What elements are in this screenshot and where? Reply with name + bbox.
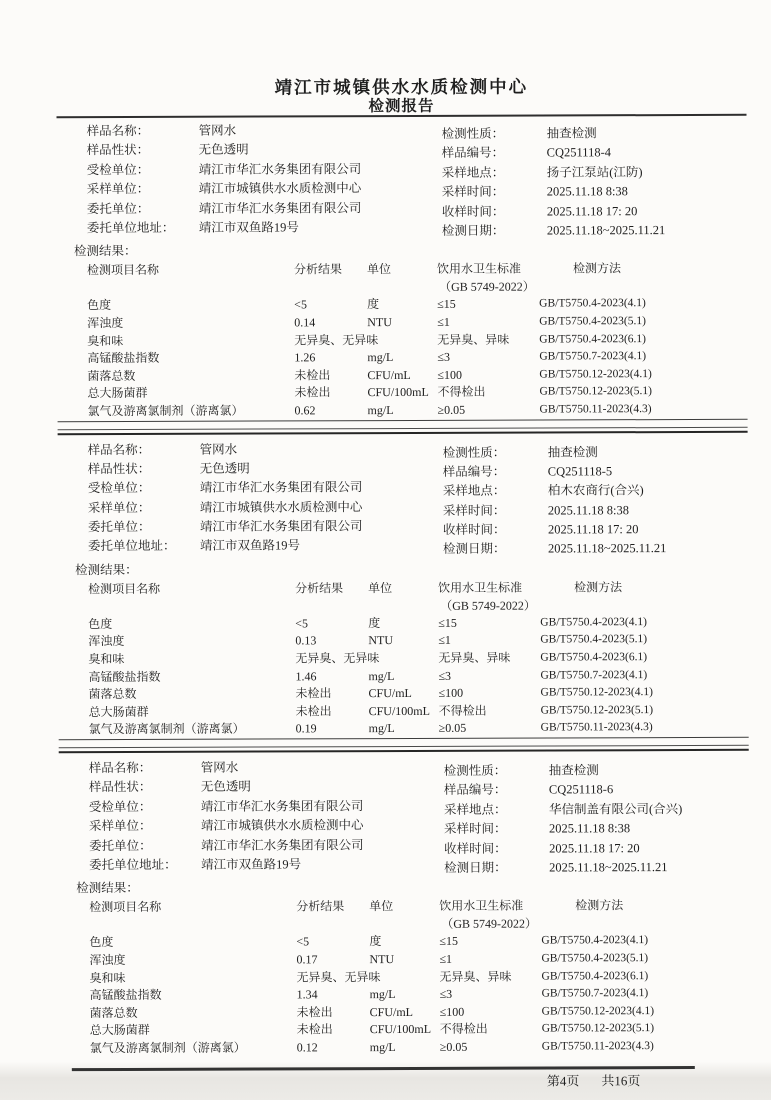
info-label: 委托单位： bbox=[87, 519, 151, 535]
cell-unit: CFU/100mL bbox=[367, 385, 429, 400]
info-row bbox=[87, 218, 442, 239]
cell-method: GB/T5750.11-2023(4.3) bbox=[539, 403, 652, 416]
sample-info-left-column bbox=[89, 758, 444, 880]
info-label: 受检单位： bbox=[86, 162, 150, 177]
sample-info-block bbox=[58, 438, 748, 561]
sample-info-right-column bbox=[442, 124, 747, 241]
cell-method: GB/T5750.4-2023(6.1) bbox=[540, 651, 648, 664]
info-row bbox=[89, 835, 444, 856]
header-analysis-result: 分析结果 bbox=[294, 262, 343, 277]
report-subtitle: 检测报告 bbox=[368, 97, 435, 116]
info-label: 受检单位： bbox=[88, 799, 152, 814]
info-value: 2025.11.18 8:38 bbox=[547, 502, 630, 518]
info-row bbox=[89, 797, 444, 818]
info-label: 受检单位： bbox=[87, 481, 151, 496]
info-value: 靖江市双鱼路19号 bbox=[198, 220, 299, 235]
info-row bbox=[444, 838, 749, 858]
cell-item-name: 高锰酸盐指数 bbox=[89, 987, 162, 1003]
cell-standard: ≤15 bbox=[439, 934, 459, 949]
info-value: 扬子江泵站(江防) bbox=[546, 164, 643, 180]
results-table-header bbox=[59, 896, 749, 934]
results-section-label: 检测结果： bbox=[75, 562, 138, 577]
header-standard-line1: 饮用水卫生标准 bbox=[439, 898, 524, 914]
cell-standard: 不得检出 bbox=[438, 703, 487, 718]
header-item-name: 检测项目名称 bbox=[89, 900, 162, 915]
header-analysis-result: 分析结果 bbox=[295, 581, 344, 596]
info-row bbox=[443, 462, 748, 482]
info-value: 无色透明 bbox=[198, 142, 249, 158]
info-value: 无色透明 bbox=[199, 461, 250, 476]
cell-method: GB/T5750.11-2023(4.3) bbox=[541, 1040, 654, 1053]
info-value: 无色透明 bbox=[200, 779, 251, 795]
info-row bbox=[88, 498, 443, 519]
cell-standard: 无异臭、异味 bbox=[439, 969, 512, 984]
header-unit: 单位 bbox=[367, 262, 392, 277]
cell-standard: ≤1 bbox=[439, 951, 453, 966]
cell-method: GB/T5750.12-2023(5.1) bbox=[541, 1022, 655, 1035]
info-value: 靖江市城镇供水水质检测中心 bbox=[200, 818, 364, 833]
info-value: 靖江市华汇水务集团有限公司 bbox=[200, 798, 364, 814]
results-table-header bbox=[58, 578, 748, 616]
info-label: 样品名称： bbox=[87, 442, 151, 457]
section-divider-double-rule bbox=[59, 745, 749, 753]
info-label: 样品编号： bbox=[443, 783, 507, 798]
sample-info-block bbox=[59, 757, 749, 880]
cell-method: GB/T5750.4-2023(4.1) bbox=[540, 615, 647, 629]
cell-item-name: 色度 bbox=[87, 298, 112, 313]
info-row bbox=[442, 182, 747, 202]
cell-analysis-result: 0.19 bbox=[295, 721, 317, 736]
cell-analysis-result: 1.34 bbox=[296, 987, 318, 1002]
info-value: 抽查检测 bbox=[546, 126, 597, 141]
info-label: 检测性质： bbox=[442, 445, 506, 460]
info-row bbox=[444, 858, 749, 878]
info-row bbox=[442, 163, 747, 183]
info-label: 委托单位地址： bbox=[89, 857, 177, 873]
info-label: 收样时间： bbox=[441, 204, 505, 219]
header-standard-line1: 饮用水卫生标准 bbox=[437, 261, 522, 277]
cell-analysis-result: 0.62 bbox=[294, 403, 316, 418]
info-row bbox=[443, 539, 748, 559]
cell-standard: 不得检出 bbox=[439, 1022, 488, 1037]
cell-method: GB/T5750.12-2023(5.1) bbox=[540, 703, 654, 717]
cell-standard: ≤3 bbox=[439, 986, 453, 1002]
info-row bbox=[88, 439, 443, 460]
cell-standard: ≤3 bbox=[438, 668, 452, 683]
table-row bbox=[59, 719, 749, 739]
info-value: 靖江市城镇供水水质检测中心 bbox=[199, 499, 363, 515]
info-label: 委托单位地址： bbox=[87, 539, 176, 554]
sample-info-block bbox=[57, 120, 747, 243]
header-method: 检测方法 bbox=[573, 261, 622, 276]
info-value: CQ251118-4 bbox=[546, 145, 612, 160]
info-label: 采样时间： bbox=[442, 503, 506, 518]
cell-method: GB/T5750.12-2023(4.1) bbox=[539, 367, 652, 381]
cell-item-name: 菌落总数 bbox=[88, 687, 137, 702]
info-value: 2025.11.18 8:38 bbox=[546, 184, 628, 199]
info-label: 委托单位地址： bbox=[86, 220, 175, 236]
info-row bbox=[442, 201, 747, 221]
cell-method: GB/T5750.12-2023(4.1) bbox=[540, 686, 653, 699]
page-footer bbox=[60, 1071, 750, 1090]
info-row bbox=[444, 819, 749, 839]
info-row bbox=[89, 777, 444, 798]
info-row bbox=[87, 121, 442, 142]
info-row bbox=[442, 124, 747, 144]
cell-unit bbox=[367, 331, 437, 349]
cell-analysis-result: <5 bbox=[294, 297, 307, 312]
cell-method: GB/T5750.7-2023(4.1) bbox=[540, 668, 648, 682]
info-value: CQ251118-5 bbox=[547, 464, 613, 479]
cell-analysis-result: 0.14 bbox=[294, 315, 316, 330]
cell-unit: mg/L bbox=[368, 668, 395, 683]
cell-item-name: 色度 bbox=[88, 616, 113, 631]
info-value: 管网水 bbox=[198, 123, 237, 138]
cell-unit: CFU/100mL bbox=[369, 1022, 432, 1037]
header-standard-line1: 饮用水卫生标准 bbox=[438, 580, 523, 595]
cell-item-name: 浑浊度 bbox=[88, 634, 125, 649]
cell-method: GB/T5750.7-2023(4.1) bbox=[541, 987, 649, 1000]
info-row bbox=[443, 481, 748, 501]
cell-analysis-result: 未检出 bbox=[294, 367, 331, 383]
info-value: 2025.11.18~2025.11.21 bbox=[546, 223, 666, 238]
info-label: 样品编号： bbox=[441, 146, 505, 161]
cell-method: GB/T5750.4-2023(5.1) bbox=[540, 633, 648, 646]
info-value: 2025.11.18 17: 20 bbox=[549, 840, 640, 856]
header-unit: 单位 bbox=[368, 580, 393, 595]
info-label: 采样地点： bbox=[441, 165, 505, 180]
cell-method: GB/T5750.12-2023(4.1) bbox=[541, 1004, 655, 1018]
cell-analysis-result: 未检出 bbox=[296, 1022, 333, 1037]
results-section-label: 检测结果： bbox=[76, 881, 139, 896]
info-label: 委托单位： bbox=[89, 838, 152, 853]
header-standard bbox=[439, 897, 541, 933]
cell-unit: NTU bbox=[367, 314, 392, 330]
cell-standard: ≥0.05 bbox=[437, 402, 466, 417]
header-unit: 单位 bbox=[369, 899, 394, 914]
info-value: 靖江市双鱼路19号 bbox=[199, 538, 301, 554]
footer-total-pages: 共16页 bbox=[601, 1072, 641, 1088]
info-label: 样品性状： bbox=[88, 780, 152, 795]
cell-item-name: 总大肠菌群 bbox=[87, 386, 148, 401]
cell-item-name: 氯气及游离氯制剂（游离氯） bbox=[89, 1040, 246, 1056]
info-row bbox=[88, 459, 443, 480]
info-label: 样品性状： bbox=[86, 143, 150, 158]
page-title: 靖江市城镇供水水质检测中心 bbox=[274, 76, 529, 98]
info-value: 管网水 bbox=[199, 442, 238, 457]
info-value: 2025.11.18~2025.11.21 bbox=[549, 860, 668, 875]
info-label: 样品名称： bbox=[88, 760, 152, 776]
cell-unit: 度 bbox=[367, 297, 380, 312]
cell-analysis-result: 0.12 bbox=[296, 1040, 318, 1055]
cell-analysis-result: 未检出 bbox=[295, 704, 332, 719]
cell-standard: 不得检出 bbox=[437, 385, 486, 400]
cell-item-name: 总大肠菌群 bbox=[88, 704, 149, 719]
info-label: 检测日期： bbox=[444, 860, 507, 875]
cell-method: GB/T5750.4-2023(6.1) bbox=[539, 332, 646, 346]
cell-analysis-result: 1.26 bbox=[294, 350, 316, 365]
info-row bbox=[443, 442, 748, 462]
cell-item-name: 菌落总数 bbox=[89, 1005, 138, 1020]
info-label: 收样时间： bbox=[442, 522, 506, 537]
info-row bbox=[88, 478, 443, 499]
info-label: 收样时间： bbox=[444, 841, 507, 856]
cell-unit: CFU/100mL bbox=[368, 703, 430, 718]
footer-page-number: 第4页 bbox=[546, 1072, 580, 1089]
results-table bbox=[58, 578, 749, 740]
info-label: 委托单位： bbox=[86, 201, 150, 216]
info-value: 靖江市华汇水务集团有限公司 bbox=[201, 837, 364, 853]
info-row bbox=[444, 780, 749, 800]
report-section bbox=[57, 120, 748, 435]
info-value: 柏木农商行(合兴) bbox=[547, 483, 644, 498]
header-standard bbox=[437, 260, 539, 296]
cell-analysis-result: <5 bbox=[296, 934, 310, 949]
cell-standard: ≤1 bbox=[438, 633, 451, 648]
header-method: 检测方法 bbox=[574, 580, 623, 595]
cell-standard: ≤1 bbox=[437, 314, 450, 329]
cell-analysis-result: 1.46 bbox=[295, 668, 317, 684]
cell-analysis-result: 0.13 bbox=[295, 633, 317, 648]
info-value: 抽查检测 bbox=[548, 763, 599, 778]
info-label: 采样时间： bbox=[443, 821, 507, 837]
info-value: 华信制盖有限公司(合兴) bbox=[548, 801, 683, 817]
info-label: 检测性质： bbox=[443, 763, 507, 778]
info-row bbox=[442, 221, 747, 241]
sample-info-left-column bbox=[87, 121, 442, 243]
cell-standard: 无异臭、异味 bbox=[438, 650, 511, 665]
report-section bbox=[58, 438, 749, 753]
info-label: 采样单位： bbox=[87, 500, 151, 515]
info-value: 靖江市华汇水务集团有限公司 bbox=[199, 480, 363, 495]
cell-unit: mg/L bbox=[367, 350, 394, 365]
cell-item-name: 菌落总数 bbox=[87, 368, 136, 383]
header-standard-line2: （GB 5749-2022） bbox=[439, 279, 535, 295]
sample-info-right-column bbox=[444, 761, 749, 878]
info-value: 靖江市城镇供水水质检测中心 bbox=[198, 181, 362, 196]
cell-item-name: 氯气及游离氯制剂（游离氯） bbox=[87, 403, 244, 419]
info-row bbox=[87, 160, 442, 181]
cell-analysis-result: 未检出 bbox=[296, 1004, 333, 1020]
cell-standard: ≤100 bbox=[439, 1004, 465, 1019]
cell-standard: ≥0.05 bbox=[439, 1039, 468, 1054]
cell-analysis-result: 无异臭、无异味 bbox=[295, 651, 380, 666]
report-content bbox=[56, 0, 750, 1091]
info-label: 样品性状： bbox=[87, 461, 151, 476]
cell-standard: ≤100 bbox=[438, 686, 464, 701]
cell-analysis-result: 未检出 bbox=[295, 686, 332, 701]
info-label: 样品编号： bbox=[442, 464, 506, 479]
info-value: 2025.11.18 17: 20 bbox=[546, 203, 638, 219]
cell-unit: NTU bbox=[369, 951, 395, 967]
header-standard-line2: （GB 5749-2022） bbox=[440, 598, 536, 613]
info-row bbox=[89, 758, 444, 779]
info-value: CQ251118-6 bbox=[548, 782, 614, 797]
info-row bbox=[442, 143, 747, 163]
info-value: 2025.11.18~2025.11.21 bbox=[547, 541, 667, 556]
cell-analysis-result: 无异臭、无异味 bbox=[296, 969, 381, 984]
info-value: 靖江市华汇水务集团有限公司 bbox=[198, 161, 362, 177]
cell-unit: CFU/mL bbox=[367, 367, 411, 382]
cell-item-name: 高锰酸盐指数 bbox=[88, 669, 161, 684]
cell-analysis-result: 无异臭、无异味 bbox=[294, 332, 379, 347]
cell-unit: mg/L bbox=[367, 402, 394, 418]
header-standard bbox=[438, 578, 540, 614]
cell-item-name: 氯气及游离氯制剂（游离氯） bbox=[88, 721, 245, 737]
info-row bbox=[89, 816, 444, 837]
footer-divider bbox=[72, 1065, 695, 1070]
info-row bbox=[87, 198, 442, 219]
sample-info-left-column bbox=[88, 439, 443, 561]
cell-standard: ≤3 bbox=[437, 349, 450, 365]
info-value: 2025.11.18 17: 20 bbox=[547, 522, 639, 537]
header-standard-line2: （GB 5749-2022） bbox=[441, 916, 538, 932]
info-row bbox=[443, 500, 748, 520]
results-section-label: 检测结果： bbox=[73, 244, 137, 259]
cell-analysis-result: 0.17 bbox=[296, 952, 318, 967]
cell-unit: 度 bbox=[369, 934, 382, 949]
cell-standard: ≤15 bbox=[438, 615, 457, 630]
cell-method: GB/T5750.4-2023(5.1) bbox=[539, 315, 646, 328]
cell-item-name: 臭和味 bbox=[87, 333, 124, 348]
info-label: 采样地点： bbox=[443, 802, 507, 817]
cell-unit: 度 bbox=[368, 615, 381, 630]
info-row bbox=[88, 536, 443, 557]
header-item-name: 检测项目名称 bbox=[87, 263, 160, 278]
cell-method: GB/T5750.12-2023(5.1) bbox=[539, 385, 652, 398]
header-analysis-result: 分析结果 bbox=[296, 899, 345, 914]
cell-analysis-result: <5 bbox=[295, 616, 309, 631]
info-label: 检测日期： bbox=[441, 223, 505, 238]
cell-standard: ≤100 bbox=[437, 367, 463, 382]
info-value: 抽查检测 bbox=[547, 444, 598, 459]
info-value: 管网水 bbox=[200, 760, 239, 775]
sample-info-right-column bbox=[443, 442, 748, 559]
table-row bbox=[58, 401, 748, 421]
cell-standard: 无异臭、异味 bbox=[437, 332, 510, 347]
info-label: 采样单位： bbox=[88, 819, 152, 834]
info-row bbox=[87, 179, 442, 200]
info-row bbox=[443, 520, 748, 540]
header-item-name: 检测项目名称 bbox=[88, 581, 161, 596]
cell-unit: NTU bbox=[368, 633, 394, 648]
cell-standard: ≥0.05 bbox=[438, 721, 467, 736]
cell-method: GB/T5750.4-2023(6.1) bbox=[541, 969, 649, 983]
cell-analysis-result: 未检出 bbox=[294, 385, 331, 400]
info-value: 靖江市华汇水务集团有限公司 bbox=[198, 200, 362, 216]
cell-method: GB/T5750.4-2023(4.1) bbox=[539, 297, 646, 310]
info-label: 样品名称： bbox=[86, 123, 150, 139]
cell-item-name: 臭和味 bbox=[89, 970, 126, 985]
cell-unit: CFU/mL bbox=[369, 1004, 413, 1019]
cell-item-name: 臭和味 bbox=[88, 652, 125, 667]
cell-item-name: 高锰酸盐指数 bbox=[87, 350, 160, 366]
info-row bbox=[87, 140, 442, 161]
cell-item-name: 总大肠菌群 bbox=[89, 1023, 150, 1038]
results-table bbox=[59, 896, 750, 1058]
info-value: 靖江市双鱼路19号 bbox=[201, 857, 302, 872]
cell-item-name: 色度 bbox=[89, 935, 114, 950]
cell-unit: mg/L bbox=[369, 987, 396, 1002]
cell-standard: ≤15 bbox=[437, 297, 456, 312]
cell-method: GB/T5750.7-2023(4.1) bbox=[539, 350, 647, 363]
cell-method: GB/T5750.4-2023(5.1) bbox=[541, 952, 649, 965]
report-section bbox=[59, 757, 750, 1058]
cell-unit bbox=[369, 968, 439, 986]
info-row bbox=[444, 761, 749, 781]
cell-method: GB/T5750.11-2023(4.3) bbox=[540, 721, 653, 734]
cell-unit: CFU/mL bbox=[368, 686, 412, 701]
info-value: 靖江市华汇水务集团有限公司 bbox=[199, 519, 363, 534]
results-table bbox=[57, 259, 748, 421]
info-label: 检测性质： bbox=[441, 126, 505, 141]
cell-unit: mg/L bbox=[369, 1039, 396, 1055]
cell-item-name: 浑浊度 bbox=[87, 315, 124, 331]
cell-unit bbox=[368, 650, 438, 668]
results-table-header bbox=[57, 259, 747, 297]
info-row bbox=[89, 855, 444, 876]
info-value: 2025.11.18 8:38 bbox=[548, 821, 631, 836]
info-label: 采样地点： bbox=[442, 483, 506, 499]
info-row bbox=[88, 517, 443, 538]
cell-item-name: 浑浊度 bbox=[89, 952, 126, 968]
header-method: 检测方法 bbox=[575, 898, 624, 913]
info-label: 采样单位： bbox=[86, 182, 150, 197]
info-label: 检测日期： bbox=[442, 542, 506, 557]
section-divider-double-rule bbox=[58, 426, 748, 434]
cell-unit: mg/L bbox=[368, 721, 395, 736]
info-row bbox=[444, 800, 749, 820]
table-row bbox=[60, 1038, 750, 1058]
info-label: 采样时间： bbox=[441, 184, 505, 200]
cell-method: GB/T5750.4-2023(4.1) bbox=[541, 934, 649, 947]
